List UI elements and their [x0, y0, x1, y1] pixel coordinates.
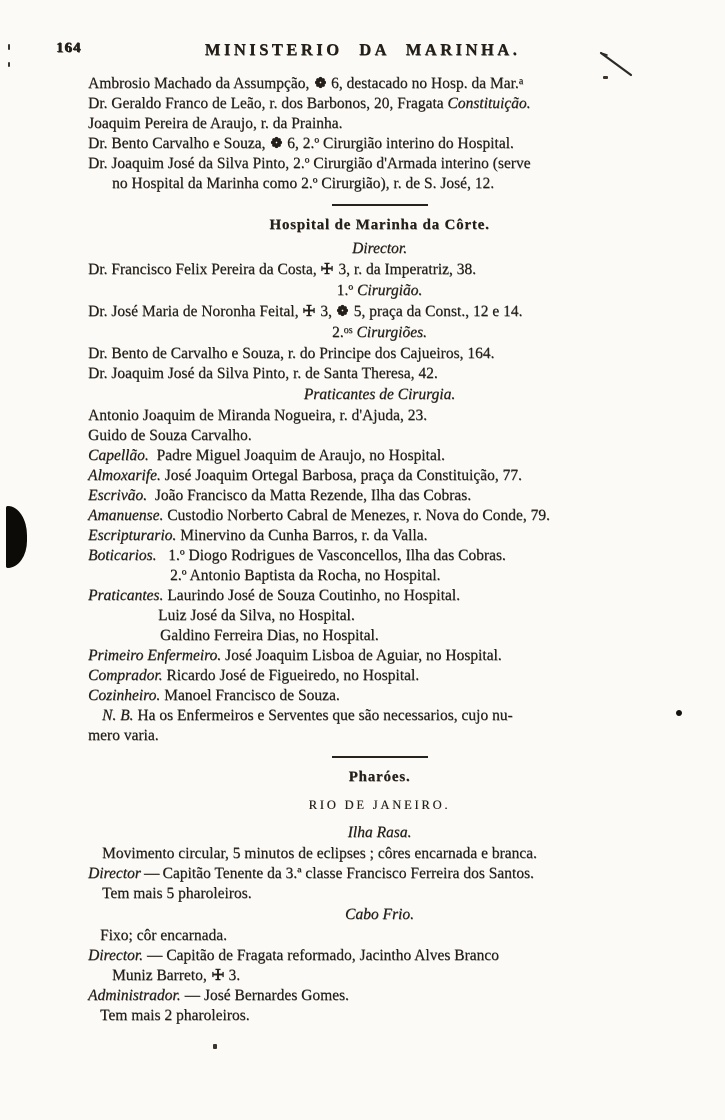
hospital-staff-entries: Antonio Joaquim de Miranda Nogueira, r. d'Ajuda, 23.	[88, 407, 427, 424]
surgeons-list-line: no Hospital da Marinha como 2.º Cirurgião), r. de S. José, 12.	[112, 175, 495, 192]
hospital-staff-entries: Comprador. Ricardo José de Figueiredo, no Hospital.	[88, 667, 420, 684]
hospital-staff-entries: 2.º Antonio Baptista da Rocha, no Hospital.	[170, 567, 441, 584]
page-title: MINISTERIO DA MARINHA.	[204, 40, 521, 59]
scan-speck	[8, 44, 10, 50]
hospital-staff-entries: Capellão. Padre Miguel Joaquim de Araujo, no Hospital.	[88, 447, 445, 464]
rosette-icon	[313, 76, 327, 90]
hospital-staff-entries: Guido de Souza Carvalho.	[88, 427, 252, 444]
surgeons-list-line: Dr. Bento Carvalho e Souza, 6, 2.º Cirurgião interino do Hospital.	[88, 135, 514, 152]
surgeons-list-line: Joaquim Pereira de Araujo, r. da Prainha.	[88, 115, 343, 132]
second-surgeons-entries: Dr. Bento de Carvalho e Souza, r. do Principe dos Cajueiros, 164.	[88, 345, 495, 362]
ink-blot	[6, 506, 27, 568]
hospital-staff-entries: Praticantes. Laurindo José de Souza Coutinho, no Hospital.	[88, 587, 460, 604]
role-heading-director: Director.	[352, 240, 407, 257]
cabo-frio-entry: Fixo; côr encarnada.	[100, 927, 227, 944]
page-header	[0, 0, 725, 66]
hospital-staff-entries: Boticarios. 1.º Diogo Rodrigues de Vasconcellos, Ilha das Cobras.	[88, 547, 506, 564]
hospital-staff-entries: N. B. Ha os Enfermeiros e Serventes que são necessarios, cujo nu-	[102, 707, 513, 724]
surgeons-list-line: Dr. Geraldo Franco de Leão, r. dos Barbonos, 20, Fragata Constituição.	[88, 95, 531, 112]
ilha-rasa-entry: Director — Capitão Tenente da 3.ª classe Francisco Ferreira dos Santos.	[88, 865, 534, 882]
role-heading-second-surgeons: 2.$^{os}$ Cirurgiões.	[332, 324, 427, 341]
hospital-staff-entries: mero varia.	[88, 727, 159, 744]
hospital-staff-entries: Primeiro Enfermeiro. José Joaquim Lisboa de Aguiar, no Hospital.	[88, 647, 502, 664]
hospital-staff-entries: Amanuense. Custodio Norberto Cabral de Menezes, r. Nova do Conde, 79.	[88, 507, 550, 524]
hospital-staff-entries: Cozinheiro. Manoel Francisco de Souza.	[88, 687, 340, 704]
surgeons-list-line: Dr. Joaquim José da Silva Pinto, 2.º Cirurgião d'Armada interino (serve	[88, 155, 531, 172]
cabo-frio-entry: Administrador. — José Bernardes Gomes.	[88, 987, 349, 1004]
director-entry: Dr. Francisco Felix Pereira da Costa, 3, r. da Imperatriz, 38.	[88, 261, 477, 278]
page-number: 164	[56, 40, 82, 56]
rosette-icon	[269, 136, 283, 150]
lighthouse-heading-cabo-frio: Cabo Frio.	[345, 906, 414, 923]
ink-dot	[676, 710, 682, 716]
pharoes-section-heading: Pharóes.	[348, 769, 411, 785]
region-heading-rio: RIO DE JANEIRO.	[308, 798, 451, 812]
section-divider	[332, 756, 428, 758]
lighthouse-heading-ilha-rasa: Ilha Rasa.	[347, 824, 412, 841]
cross-icon	[320, 262, 334, 276]
cross-icon	[211, 968, 225, 982]
cross-icon	[302, 304, 316, 318]
hospital-staff-entries: Escrivão. João Francisco da Matta Rezende, Ilha das Cobras.	[88, 487, 472, 504]
second-surgeons-entries: Dr. Joaquim José da Silva Pinto, r. de Santa Theresa, 42.	[88, 365, 438, 382]
rosette-icon	[336, 304, 350, 318]
role-heading-first-surgeon: 1.º Cirurgião.	[336, 282, 423, 299]
scan-speck	[603, 76, 608, 79]
scan-speck	[213, 1044, 217, 1049]
scan-speck	[8, 62, 10, 67]
cabo-frio-entry: Muniz Barreto, 3.	[112, 967, 241, 984]
role-heading-practitioners: Praticantes de Cirurgia.	[303, 386, 456, 403]
first-surgeon-entry: Dr. José Maria de Noronha Feital, 3, 5, praça da Const., 12 e 14.	[88, 303, 523, 320]
ilha-rasa-entry: Movimento circular, 5 minutos de eclipses ; côres encarnada e branca.	[102, 845, 537, 862]
hospital-section-heading: Hospital de Marinha da Côrte.	[269, 217, 490, 233]
hospital-staff-entries: Galdino Ferreira Dias, no Hospital.	[160, 627, 379, 644]
page-body-text	[88, 74, 671, 1026]
pencil-mark	[594, 48, 642, 84]
surgeons-list-line: Ambrosio Machado da Assumpção, 6, destacado no Hosp. da Mar.$^a$	[88, 75, 524, 92]
hospital-staff-entries: Almoxarife. José Joaquim Ortegal Barbosa, praça da Constituição, 77.	[88, 467, 522, 484]
hospital-staff-entries: Escripturario. Minervino da Cunha Barros, r. da Valla.	[88, 527, 428, 544]
section-divider	[332, 204, 428, 206]
ilha-rasa-entry: Tem mais 5 pharoleiros.	[102, 885, 252, 902]
cabo-frio-entry: Director. — Capitão de Fragata reformado, Jacintho Alves Branco	[88, 947, 499, 964]
hospital-staff-entries: Luiz José da Silva, no Hospital.	[158, 607, 355, 624]
cabo-frio-entry: Tem mais 2 pharoleiros.	[100, 1007, 250, 1024]
